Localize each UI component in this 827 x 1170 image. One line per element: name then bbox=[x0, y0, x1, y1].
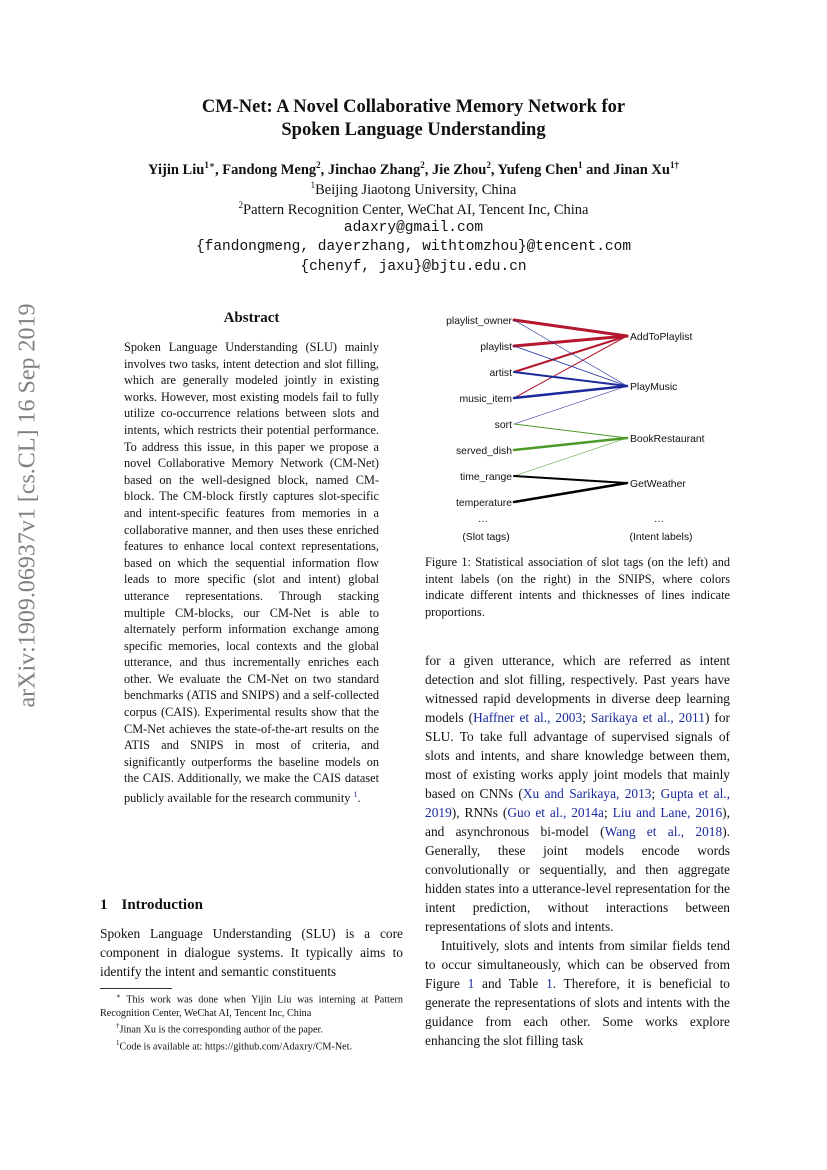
affiliation-2-text: Pattern Recognition Center, WeChat AI, Tencent Inc, China bbox=[243, 201, 589, 218]
slot-ellipsis: … bbox=[477, 514, 489, 525]
p1-text-a: for a given utterance, which are referred as intent detection and slot filling, respectively. Past years have witnessed rapid developments in diverse deep learning models ( bbox=[425, 653, 730, 725]
abstract-text: Spoken Language Understanding (SLU) mainly involves two tasks, intent detection and slot filling, which are generally modeled jointly in existing works. However, most existing models fail to fully utilize co-occurrence relations between slots and intents, which restricts their potential performance. To address this issue, in this paper we propose a novel Collaborative Memory Network (CM-Net) based on the well-designed block, named CM-block. The CM-block firstly captures slot-specific and intent-specific features from memories in a collaborative manner, and then uses these enriched features to enhance local context representations, based on which the sequential information flow leads to more specific (slot and intent) global utterance representations. Through stacking multiple CM-blocks, our CM-Net is able to alternately perform information exchange among specific memories, local contexts and the global utterance, and thus incrementally enriches each other. We evaluate the CM-Net on two standard benchmarks (ATIS and SNIPS) and a self-collected corpus (CAIS). Experimental results show that the CM-Net achieves the state-of-the-art results on the ATIS and SNIPS in most of criteria, and significantly outperforms the baseline models on the CAIS. Additionally, we make the CAIS dataset publicly available for the research community bbox=[124, 340, 379, 806]
intent-ellipsis: … bbox=[653, 514, 665, 525]
right-column-text bbox=[425, 651, 730, 1050]
slot-label-served-dish: served_dish bbox=[455, 446, 512, 457]
author-4: , Jie Zhou bbox=[424, 161, 487, 178]
footnote-2-mark: † bbox=[116, 1022, 120, 1031]
footnote-rule bbox=[100, 988, 172, 989]
intent-label-getweather: GetWeather bbox=[630, 479, 686, 490]
abstract-footnote-mark[interactable]: 1 bbox=[353, 790, 358, 800]
author-2: , Fandong Meng bbox=[215, 161, 317, 178]
p1-text-f: ; bbox=[603, 805, 613, 820]
affiliation-2 bbox=[0, 200, 827, 219]
affiliation-2-mark: 2 bbox=[238, 200, 244, 210]
citation-haffner[interactable]: Haffner et al., 2003 bbox=[473, 710, 583, 725]
section-heading bbox=[100, 897, 217, 914]
author-4-mark: 2 bbox=[486, 160, 491, 170]
footnote-2 bbox=[100, 1020, 403, 1037]
section-title: Introduction bbox=[121, 897, 203, 913]
citation-liu[interactable]: Liu and Lane, 2016 bbox=[612, 805, 723, 820]
footnote-1-text: This work was done when Yijin Liu was interning at Pattern Recognition Center, WeChat AI, Tencent Inc, China bbox=[100, 994, 403, 1019]
email-3[interactable]: {chenyf, jaxu}@bjtu.edu.cn bbox=[300, 259, 527, 275]
slot-label-music-item: music_item bbox=[459, 394, 512, 405]
author-6: and Jinan Xu bbox=[582, 161, 670, 178]
citation-wang[interactable]: Wang et al., 2018 bbox=[604, 824, 723, 839]
link-line-0 bbox=[514, 320, 627, 336]
abstract-body bbox=[124, 339, 379, 807]
abstract-heading: Abstract bbox=[223, 310, 280, 326]
p1-text-h: ). Generally, these joint models encode words convolutionally or sequentially, and then aggregate hidden states into a utterance-level representation for the intent prediction, without interactions between representations of slots and intents. bbox=[425, 824, 730, 934]
p1-text-b: ; bbox=[582, 710, 591, 725]
citation-gupta[interactable]: Gupta et al., 2019 bbox=[425, 786, 730, 820]
author-6-mark: 1† bbox=[669, 160, 679, 170]
author-3-mark: 2 bbox=[420, 160, 425, 170]
intent-axis-caption: (Intent labels) bbox=[629, 532, 693, 543]
link-line-5 bbox=[514, 372, 627, 386]
title-line-1: CM-Net: A Novel Collaborative Memory Network for bbox=[201, 97, 626, 117]
arxiv-stamp[interactable]: arXiv:1909.06937v1 [cs.CL] 16 Sep 2019 bbox=[14, 303, 41, 708]
slot-label-playlist-owner: playlist_owner bbox=[446, 316, 512, 327]
citation-guo[interactable]: Guo et al., 2014a bbox=[507, 805, 604, 820]
abstract-end: . bbox=[357, 791, 361, 806]
figure-ref[interactable]: 1 bbox=[467, 976, 475, 991]
paragraph-2 bbox=[425, 936, 730, 1050]
intent-label-addtoplaylist: AddToPlaylist bbox=[630, 332, 693, 343]
footnote-3-text: Code is available at: https://github.com/Adaxry/CM-Net. bbox=[119, 1041, 353, 1053]
link-line-9 bbox=[514, 424, 627, 438]
slot-label-playlist: playlist bbox=[480, 342, 512, 353]
author-2-mark: 2 bbox=[316, 160, 321, 170]
intent-label-bookrestaurant: BookRestaurant bbox=[630, 434, 705, 445]
slot-label-time-range: time_range bbox=[460, 472, 512, 483]
figure-slot-intent-graph bbox=[425, 304, 730, 550]
slot-label-temperature: temperature bbox=[455, 498, 512, 509]
p2-text-a: Intuitively, slots and intents from similar fields tend to occur simultaneously, which can be observed from Figure bbox=[425, 938, 730, 991]
title-line-2: Spoken Language Understanding bbox=[281, 120, 546, 140]
figure-caption: Figure 1: Statistical association of slot tags (on the left) and intent labels (on the right) in the SNIPS, where colors indicate different intents and thicknesses of lines indicate proportions. bbox=[425, 555, 730, 619]
citation-xu[interactable]: Xu and Sarikaya, 2013 bbox=[522, 786, 652, 801]
section-number: 1 bbox=[100, 897, 108, 913]
email-1[interactable]: adaxry@gmail.com bbox=[343, 220, 484, 236]
author-5-mark: 1 bbox=[578, 160, 583, 170]
intent-label-playmusic: PlayMusic bbox=[630, 382, 678, 393]
author-1-mark: 1∗ bbox=[204, 160, 216, 170]
footnote-1 bbox=[100, 990, 403, 1020]
p1-text-c: ) for SLU. To take full advantage of supervised signals of slots and intents, and share knowledge between them, most of existing works apply joint models that mainly based on CNNs ( bbox=[425, 710, 730, 801]
table-ref[interactable]: 1 bbox=[546, 976, 553, 991]
p1-text-d: ; bbox=[651, 786, 661, 801]
slot-axis-caption: (Slot tags) bbox=[462, 532, 510, 543]
footnote-1-mark: ∗ bbox=[116, 992, 121, 1000]
footnote-2-text: Jinan Xu is the corresponding author of the paper. bbox=[119, 1024, 323, 1036]
affiliation-1 bbox=[0, 180, 827, 199]
author-list bbox=[0, 160, 827, 179]
slot-label-artist: artist bbox=[489, 368, 512, 379]
author-1: Yijin Liu bbox=[148, 161, 205, 178]
p1-text-e: ), RNNs ( bbox=[451, 805, 508, 820]
link-line-12 bbox=[514, 476, 627, 483]
intro-paragraph: Spoken Language Understanding (SLU) is a core component in dialogue systems. It typically aims to identify the intent and semantic constituents bbox=[100, 926, 403, 979]
affiliation-1-text: Beijing Jiaotong University, China bbox=[315, 181, 517, 198]
author-5: , Yufeng Chen bbox=[490, 161, 578, 178]
link-line-7 bbox=[514, 320, 627, 386]
citation-sarikaya[interactable]: Sarikaya et al., 2011 bbox=[590, 710, 705, 725]
p2-text-c: . Therefore, it is beneficial to generate the representations of slots and intents with the guidance from each other. Some works explore enhancing the slot filling task bbox=[425, 976, 731, 1048]
slot-label-sort: sort bbox=[494, 420, 512, 431]
paper-title bbox=[0, 96, 827, 142]
footnote-3-mark: 1 bbox=[116, 1039, 120, 1048]
footnotes bbox=[100, 990, 403, 1054]
paragraph-1 bbox=[425, 651, 730, 936]
link-line-13 bbox=[514, 483, 627, 502]
footnote-3 bbox=[100, 1037, 403, 1054]
p2-text-b: and Table bbox=[474, 976, 547, 991]
author-3: , Jinchao Zhang bbox=[320, 161, 421, 178]
email-2[interactable]: {fandongmeng, dayerzhang, withtomzhou}@tencent.com bbox=[195, 239, 632, 255]
affiliation-1-mark: 1 bbox=[310, 180, 316, 190]
p1-text-g: ), and asynchronous bi-model ( bbox=[425, 805, 730, 839]
